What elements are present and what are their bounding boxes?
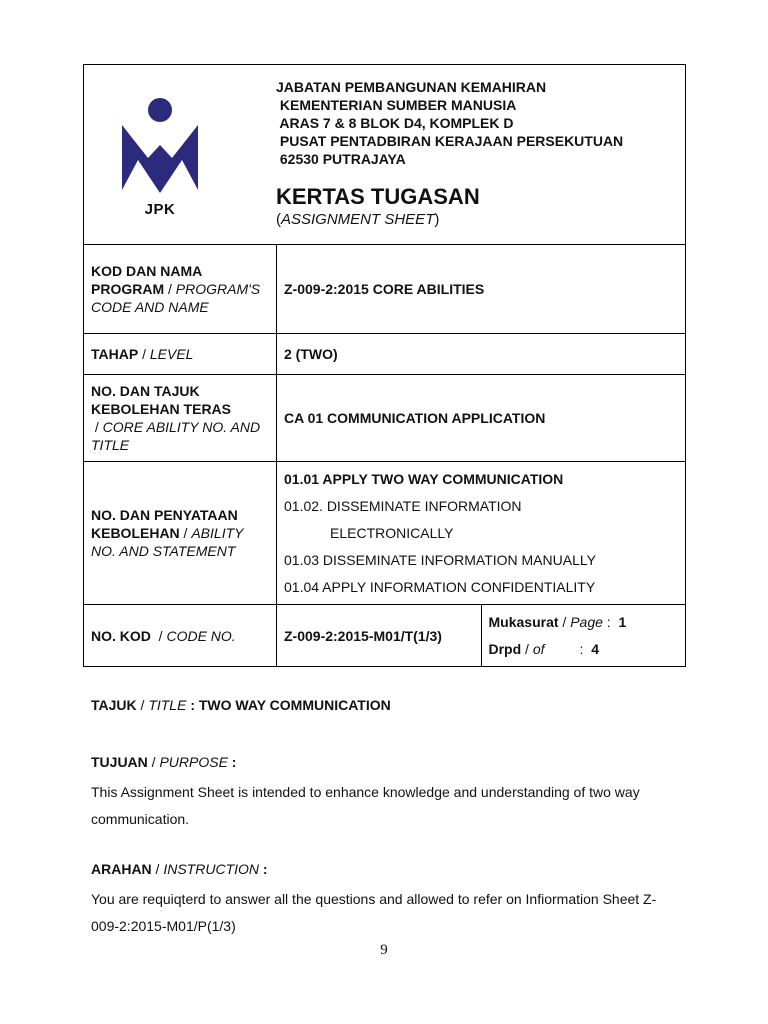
ability-label: NO. DAN PENYATAAN KEBOLEHAN / ABILITY NO. AND STATEMENT <box>84 462 277 605</box>
address-line: 62530 PUTRAJAYA <box>276 151 406 167</box>
document-subtitle: (ASSIGNMENT SHEET) <box>276 211 440 228</box>
ability-statement: 01.01 APPLY TWO WAY COMMUNICATION <box>284 470 564 487</box>
logo-text: JPK <box>144 201 176 218</box>
core-ability-label: NO. DAN TAJUK KEBOLEHAN TERAS / CORE ABILITY NO. AND TITLE <box>84 375 277 462</box>
jpk-logo <box>120 95 200 218</box>
page-number: 9 <box>380 942 388 958</box>
agency-address <box>276 78 623 168</box>
assignment-title: TAJUK / TITLE : TWO WAY COMMUNICATION <box>91 697 391 713</box>
code-label: NO. KOD / CODE NO. <box>84 605 277 667</box>
table-row <box>84 462 686 605</box>
jpk-logo-mark-icon <box>120 95 200 199</box>
address-line: KEMENTERIAN SUMBER MANUSIA <box>276 97 517 113</box>
ability-statement: 01.02. DISSEMINATE INFORMATION <box>284 497 522 514</box>
address-line: PUSAT PENTADBIRAN KERAJAAN PERSEKUTUAN <box>276 133 624 149</box>
program-label: KOD DAN NAMA PROGRAM / PROGRAM'S CODE AND NAME <box>84 245 277 334</box>
page-number-line: Mukasurat / Page : 1 <box>488 613 627 630</box>
ability-statements <box>277 462 686 605</box>
table-row <box>84 605 686 667</box>
table-row <box>84 245 686 334</box>
page-info <box>481 605 686 667</box>
address-line: JABATAN PEMBANGUNAN KEMAHIRAN <box>276 79 547 95</box>
table-row <box>84 375 686 462</box>
ability-statement: 01.04 APPLY INFORMATION CONFIDENTIALITY <box>284 578 596 595</box>
core-ability-value: CA 01 COMMUNICATION APPLICATION <box>277 375 686 462</box>
purpose-heading: TUJUAN / PURPOSE : <box>91 754 237 770</box>
program-value: Z-009-2:2015 CORE ABILITIES <box>277 245 686 334</box>
level-label: TAHAP / LEVEL <box>84 334 277 375</box>
page-total-line: Drpd / of : 4 <box>488 640 600 657</box>
document-title: KERTAS TUGASAN <box>276 184 480 209</box>
document-header <box>83 64 686 244</box>
instruction-heading: ARAHAN / INSTRUCTION : <box>91 861 268 877</box>
address-line: ARAS 7 & 8 BLOK D4, KOMPLEK D <box>276 115 514 131</box>
assignment-info-table <box>83 244 686 667</box>
code-value: Z-009-2:2015-M01/T(1/3) <box>277 605 482 667</box>
ability-statement: ELECTRONICALLY <box>330 524 454 541</box>
level-value: 2 (TWO) <box>277 334 686 375</box>
purpose-text: This Assignment Sheet is intended to enhance knowledge and understanding of two way communication. <box>91 784 640 827</box>
instruction-text: You are requiqterd to answer all the questions and allowed to refer on Infiormation Sheet Z-009-2:2015-M01/P(1/3) <box>91 891 657 934</box>
ability-statement: 01.03 DISSEMINATE INFORMATION MANUALLY <box>284 551 596 568</box>
table-row <box>84 334 686 375</box>
